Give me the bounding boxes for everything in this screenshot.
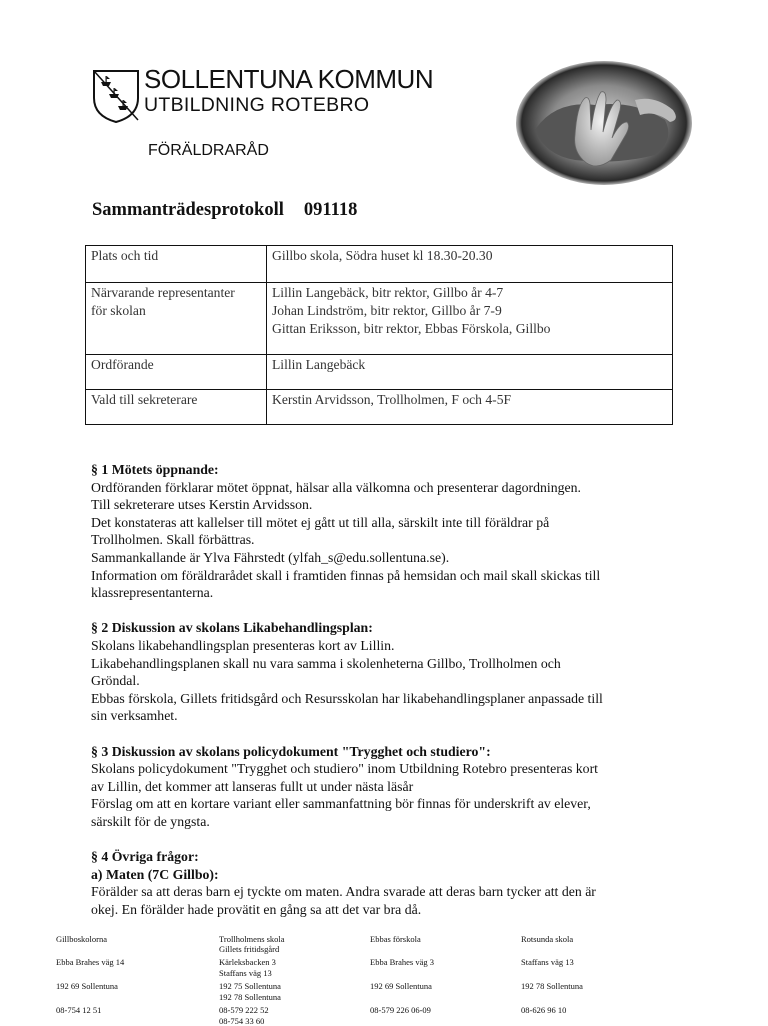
- table-label-cell: [86, 355, 267, 390]
- section-heading: § 3 Diskussion av skolans policydokument "Trygghet och studiero":: [91, 743, 491, 759]
- table-label-cell: [86, 390, 267, 425]
- cell-text: Närvarande representanter: [91, 285, 235, 300]
- footer-line: Gillboskolorna: [56, 934, 107, 944]
- table-row: [86, 390, 673, 425]
- footer-line: Ebbas förskola: [370, 934, 421, 944]
- section-line: Ebbas förskola, Gillets fritidsgård och Resursskolan har likabehandlingsplaner anpassade till: [91, 690, 603, 706]
- section-line: Sammankallande är Ylva Fährstedt (ylfah_s@edu.sollentuna.se).: [91, 549, 450, 565]
- footer-line: 192 69 Sollentuna: [56, 981, 118, 991]
- footer-line: 192 69 Sollentuna: [370, 981, 432, 991]
- footer-line: Ebba Brahes väg 3: [370, 957, 434, 967]
- section-line: Likabehandlingsplanen skall nu vara samma i skolenheterna Gillbo, Trollholmen och: [91, 655, 561, 671]
- section-heading: § 1 Mötets öppnande:: [91, 462, 219, 477]
- cell-text: Gillbo skola, Södra huset kl 18.30-20.30: [272, 248, 493, 263]
- section-line: Förslag om att en kortare variant eller sammanfattning bör finnas för underskrift av elever,: [91, 796, 591, 812]
- cell-text: Kerstin Arvidsson, Trollholmen, F och 4-5F: [272, 392, 512, 407]
- document-title: [92, 199, 357, 221]
- footer-line: Kärleksbacken 3: [219, 957, 276, 967]
- minutes-body: [91, 461, 676, 936]
- section-line: Skolans policydokument "Trygghet och studiero" inom Utbildning Rotebro presenteras kort: [91, 761, 599, 777]
- cell-text: för skolan: [91, 303, 146, 318]
- footer-line: Ebba Brahes väg 14: [56, 957, 125, 967]
- meeting-info-table: [85, 245, 673, 425]
- footer-line: 08-579 226 06-09: [370, 1005, 431, 1015]
- section-line: Till sekreterare utses Kerstin Arvidsson.: [91, 497, 313, 513]
- footer-line: 08-626 96 10: [521, 1005, 567, 1015]
- footer-line: Rotsunda skola: [521, 934, 574, 944]
- section-3: [91, 743, 676, 831]
- section-line: Gröndal.: [91, 673, 140, 689]
- section-line: Det konstateras att kallelser till mötet ej gått ut till alla, särskilt inte till föräldrar på: [91, 514, 550, 530]
- section-heading: § 4 Övriga frågor:: [91, 849, 199, 865]
- table-value-cell: [267, 355, 673, 390]
- cell-text: Gittan Eriksson, bitr rektor, Ebbas Förskola, Gillbo: [272, 321, 551, 336]
- cell-text: Plats och tid: [91, 248, 159, 263]
- footer-line: 08-754 12 51: [56, 1005, 102, 1015]
- cell-text: Vald till sekreterare: [91, 392, 198, 407]
- section-line: av Lillin, det kommer att lanseras fullt ut under nästa läsår: [91, 778, 414, 794]
- table-label-cell: [86, 246, 267, 283]
- footer-line: 192 78 Sollentuna: [521, 981, 583, 991]
- cell-text: Johan Lindström, bitr rektor, Gillbo år 7-9: [272, 303, 502, 318]
- section-4: [91, 848, 676, 918]
- cell-text: Lillin Langebäck: [272, 357, 366, 372]
- footer-line: Staffans väg 13: [521, 957, 574, 967]
- footer-line: 08-579 222 52: [219, 1005, 269, 1015]
- table-value-cell: [267, 390, 673, 425]
- table-row: [86, 355, 673, 390]
- organization-name: SOLLENTUNA KOMMUN: [144, 64, 434, 94]
- section-line: sin verksamhet.: [91, 708, 178, 724]
- section-line: särskilt för de yngsta.: [91, 813, 210, 829]
- section-1: [91, 461, 676, 602]
- section-subheading: a) Maten (7C Gillbo):: [91, 866, 219, 882]
- footer-line: 192 78 Sollentuna: [219, 992, 281, 1002]
- footer-line: Trollholmens skola: [219, 934, 285, 944]
- municipal-crest-icon: [91, 68, 141, 124]
- footer-addresses: [0, 934, 768, 1024]
- section-line: Trollholmen. Skall förbättras.: [91, 532, 255, 548]
- footer-line: Staffans väg 13: [219, 968, 272, 978]
- table-value-cell: [267, 246, 673, 283]
- table-label-cell: [86, 283, 267, 355]
- table-row: [86, 246, 673, 283]
- section-line: Skolans likabehandlingsplan presenteras kort av Lillin.: [91, 637, 395, 653]
- cell-text: Lillin Langebäck, bitr rektor, Gillbo år 4-7: [272, 285, 504, 300]
- section-line: Förälder sa att deras barn ej tyckte om maten. Andra svarade att deras barn tycker att den är: [91, 884, 596, 900]
- document-title-text: Sammanträdesprotokoll: [92, 200, 284, 220]
- section-line: Information om föräldrarådet skall i framtiden finnas på hemsidan och mail skall skickas till: [91, 567, 601, 583]
- table-row: [86, 283, 673, 355]
- table-value-cell: [267, 283, 673, 355]
- cell-text: Ordförande: [91, 357, 154, 372]
- section-line: Ordföranden förklarar mötet öppnat, hälsar alla välkomna och presenterar dagordningen.: [91, 479, 581, 495]
- section-heading: § 2 Diskussion av skolans Likabehandlingsplan:: [91, 620, 373, 636]
- section-2: [91, 619, 676, 725]
- section-line: klassrepresentanterna.: [91, 585, 214, 601]
- council-title: FÖRÄLDRARÅD: [148, 142, 269, 159]
- document-date: 091118: [303, 200, 358, 220]
- hands-photo: [515, 60, 693, 186]
- footer-line: Gillets fritidsgård: [219, 944, 280, 954]
- organization-unit: UTBILDNING ROTEBRO: [144, 94, 370, 116]
- footer-line: 08-754 33 60: [219, 1016, 265, 1026]
- section-line: okej. En förälder hade provätit en gång sa att det var bra då.: [91, 901, 422, 917]
- footer-line: 192 75 Sollentuna: [219, 981, 281, 991]
